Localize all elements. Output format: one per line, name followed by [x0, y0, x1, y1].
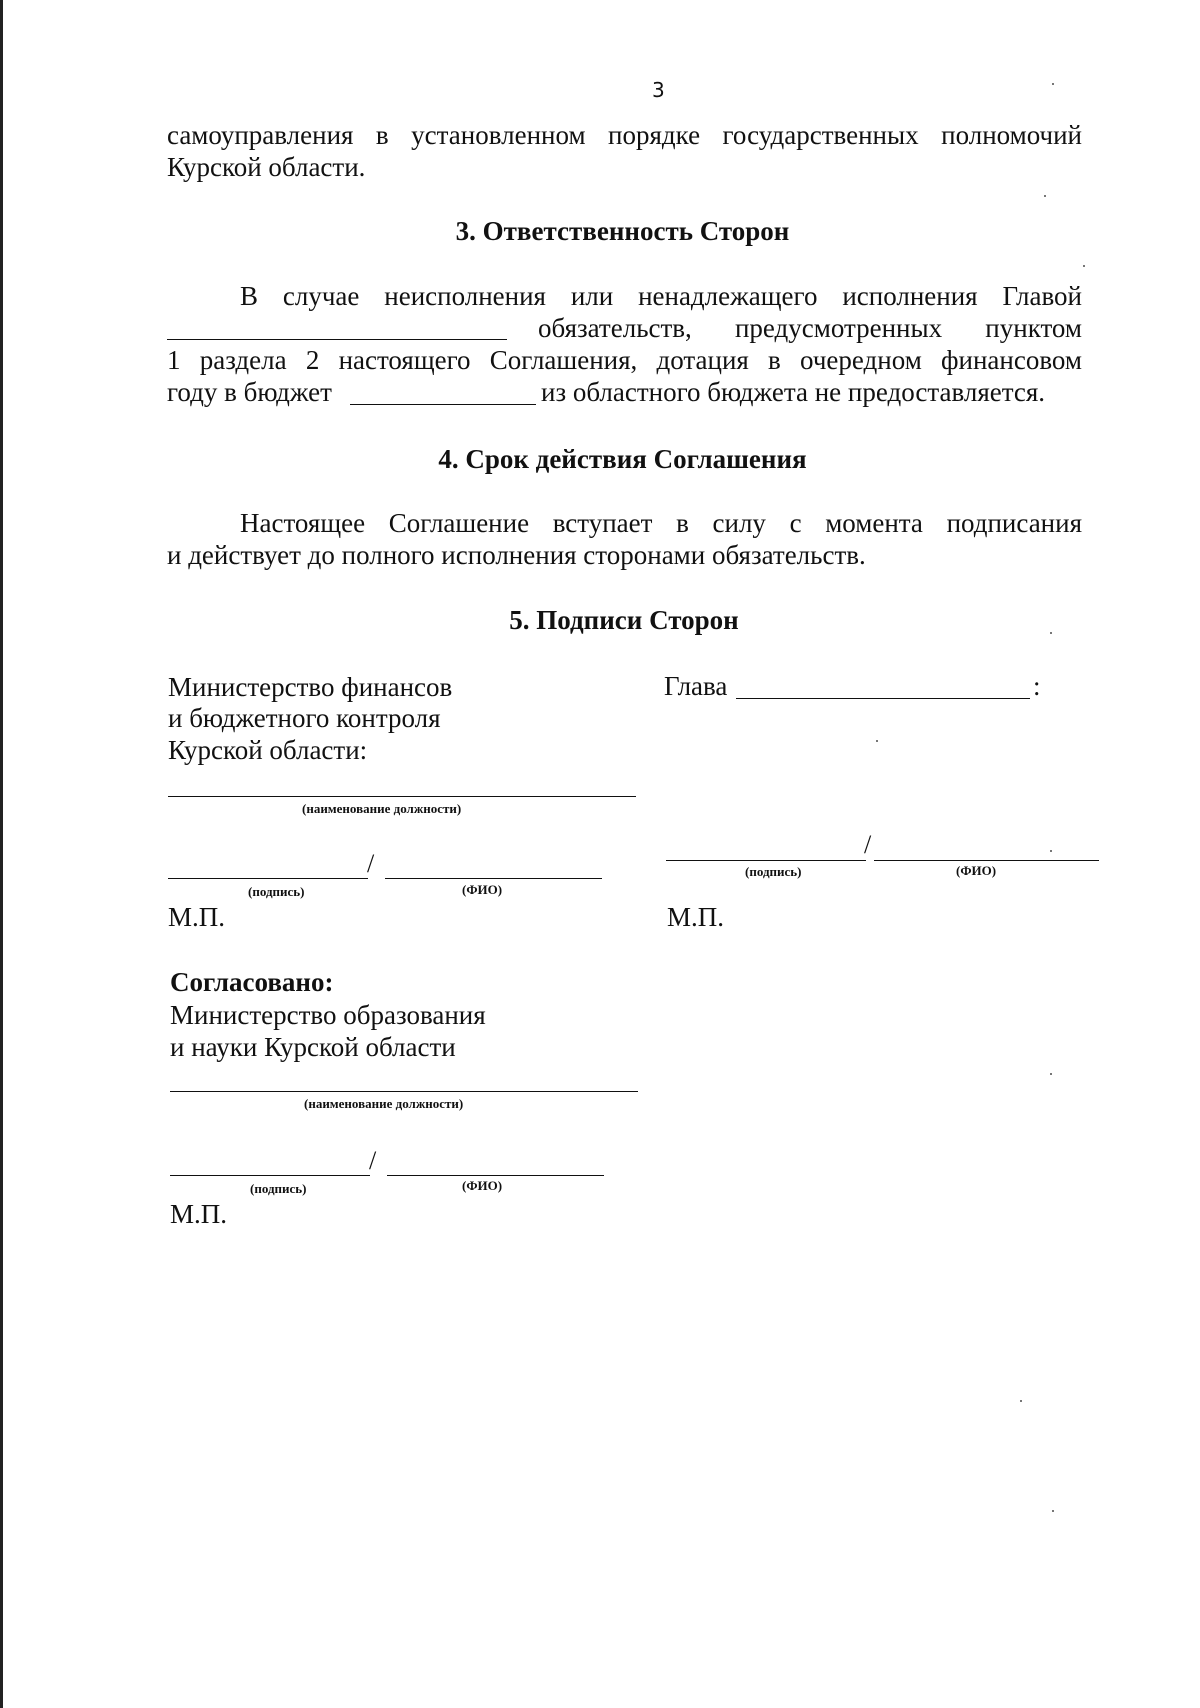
left-party-line-1: Министерство финансов — [168, 672, 453, 702]
section-4-line-2: и действует до полного исполнения сторонами обязательств. — [167, 540, 866, 570]
left-position-line[interactable] — [168, 796, 636, 797]
left-position-caption: (наименование должности) — [302, 801, 462, 816]
scan-speck — [1050, 850, 1052, 852]
section-3-line-4-tail: из областного бюджета не предоставляется. — [541, 377, 1046, 407]
page-number: 3 — [652, 78, 665, 102]
intro-line-2: Курской области. — [167, 152, 366, 182]
blank-head-name[interactable] — [167, 339, 507, 340]
agreed-slash: / — [369, 1146, 377, 1175]
agreed-signature-caption: (подпись) — [250, 1181, 307, 1196]
right-stamp: М.П. — [667, 902, 725, 932]
left-fio-caption: (ФИО) — [462, 882, 503, 897]
agreed-line-1: Министерство образования — [170, 1000, 486, 1030]
agreed-label: Согласовано: — [170, 967, 334, 997]
section-4-heading: 4. Срок действия Соглашения — [438, 444, 807, 474]
blank-budget-name[interactable] — [350, 404, 536, 405]
right-fio-caption: (ФИО) — [956, 863, 997, 878]
section-4-line-1: Настоящее Соглашение вступает в силу с момента подписания — [240, 508, 1082, 538]
scan-speck — [876, 740, 878, 742]
left-party-line-3: Курской области: — [168, 735, 368, 765]
scan-speck — [1044, 195, 1046, 197]
right-slash: / — [864, 830, 872, 859]
right-party-label: Глава — [664, 671, 728, 701]
right-fio-line[interactable] — [874, 860, 1099, 861]
scan-speck — [1052, 1510, 1054, 1512]
left-fio-line[interactable] — [385, 878, 602, 879]
scan-speck — [1050, 632, 1052, 634]
section-3-line-3: 1 раздела 2 настоящего Соглашения, дотация в очередном финансовом — [167, 345, 1082, 375]
scan-speck — [1083, 265, 1085, 267]
scan-speck — [1052, 83, 1054, 85]
agreed-signature-line[interactable] — [170, 1175, 370, 1176]
agreed-fio-line[interactable] — [387, 1175, 604, 1176]
section-3-line-1: В случае неисполнения или ненадлежащего исполнения Главой — [240, 281, 1082, 311]
scan-speck — [1020, 1400, 1022, 1402]
scan-speck — [1050, 1073, 1052, 1075]
right-party-colon: : — [1033, 671, 1041, 701]
section-3-heading: 3. Ответственность Сторон — [455, 216, 790, 246]
right-party-name-line[interactable] — [736, 698, 1030, 699]
section-5-heading: 5. Подписи Сторон — [509, 605, 739, 635]
scan-edge — [0, 0, 3, 1708]
agreed-line-2: и науки Курской области — [170, 1032, 456, 1062]
left-slash: / — [367, 849, 375, 878]
left-party-line-2: и бюджетного контроля — [168, 703, 441, 733]
right-signature-line[interactable] — [666, 860, 866, 861]
agreed-position-caption: (наименование должности) — [304, 1096, 464, 1111]
section-3-line-4-head: году в бюджет — [167, 377, 332, 407]
right-signature-caption: (подпись) — [745, 864, 802, 879]
agreed-position-line[interactable] — [170, 1091, 638, 1092]
section-3-line-2: обязательств, предусмотренных пунктом — [538, 313, 1082, 343]
agreed-fio-caption: (ФИО) — [462, 1178, 503, 1193]
left-stamp: М.П. — [168, 902, 226, 932]
agreed-stamp: М.П. — [170, 1199, 228, 1229]
intro-line-1: самоуправления в установленном порядке государственных полномочий — [167, 120, 1082, 150]
left-signature-caption: (подпись) — [248, 884, 305, 899]
left-signature-line[interactable] — [168, 878, 368, 879]
